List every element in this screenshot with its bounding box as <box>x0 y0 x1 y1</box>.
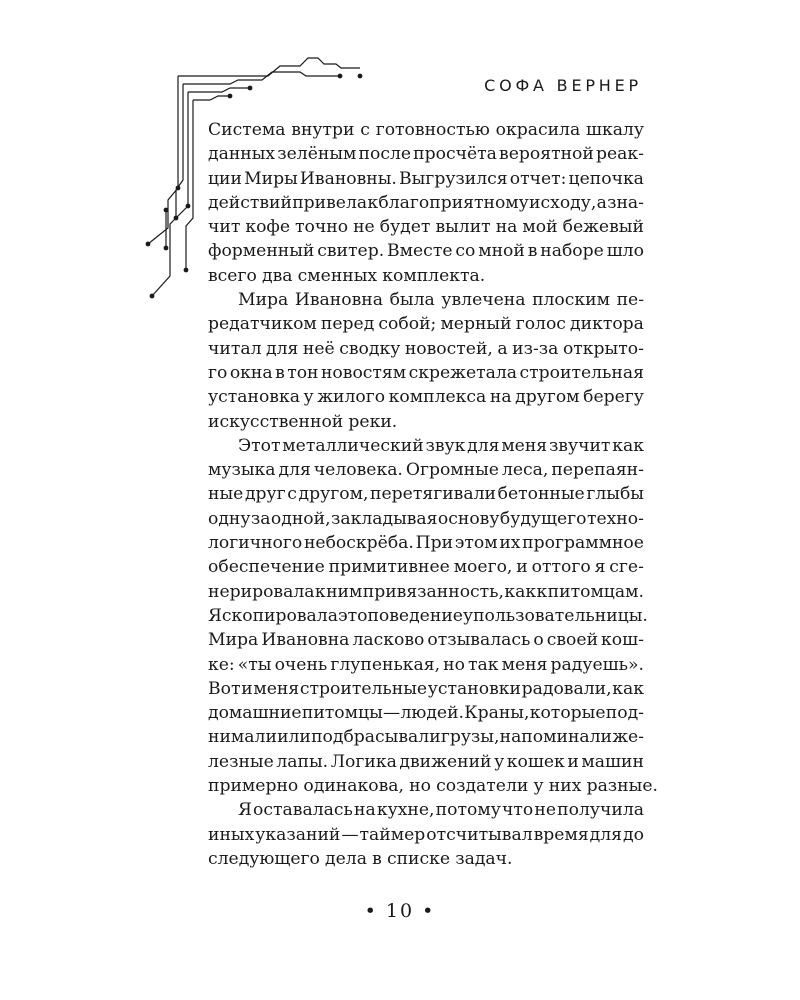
text-line: данных зелёным после просчёта вероятной реак- <box>208 144 644 165</box>
text-line: установка у жилого комплекса на другом берегу <box>208 387 644 408</box>
text-line: одну за одной, закладывая основу будущего техно- <box>208 508 644 529</box>
text-line: Мира Ивановна была увлечена плоским пе- <box>238 290 644 311</box>
text-line: обеспечение примитивнее моего, и оттого я сге- <box>208 557 644 578</box>
text-line: лезные лапы. Логика движений у кошек и машин <box>208 751 644 772</box>
text-line: ции Миры Ивановны. Выгрузился отчет: цепочка <box>208 168 644 189</box>
text-line: чит кофе точно не будет вылит на мой бежевый <box>208 217 644 238</box>
text-line: примерно одинакова, но создатели у них разные. <box>208 776 658 797</box>
text-line: ке: «ты очень глупенькая, но так меня радуешь». <box>208 654 644 675</box>
text-line: нерировала к ним привязанность, как к питомцам. <box>208 581 644 602</box>
text-line: домашние питомцы — людей. Краны, которые под- <box>208 703 644 724</box>
text-line: следующего дела в списке задач. <box>208 848 513 869</box>
text-line: действий привела к благоприятному исходу, а зна- <box>208 192 644 213</box>
text-line: искусственной реки. <box>208 411 398 432</box>
text-line: Я оставалась на кухне, потому что не получила <box>238 800 644 821</box>
running-header-author: СОФА ВЕРНЕР <box>484 76 642 95</box>
text-line: ные друг с другом, перетягивали бетонные глыбы <box>208 484 644 505</box>
text-line: иных указаний — таймер отсчитывал время для до <box>208 824 644 845</box>
text-line: Мира Ивановна ласково отзывалась о своей кош- <box>208 630 644 651</box>
text-line: Вот и меня строительные установки радовали, как <box>208 678 644 699</box>
text-line: Система внутри с готовностью окрасила шкалу <box>208 120 644 140</box>
text-line: Я скопировала это поведение у пользовательницы. <box>208 605 648 626</box>
text-line: Этот металлический звук для меня звучит как <box>238 435 644 456</box>
text-line: нимали или подбрасывали грузы, напоминали же- <box>208 727 644 748</box>
text-line: форменный свитер. Вместе со мной в наборе шло <box>208 241 644 262</box>
text-line: логичного небоскрёба. При этом их программное <box>208 533 644 554</box>
text-line: музыка для человека. Огромные леса, перепаян- <box>208 460 644 481</box>
text-line: го окна в тон новостям скрежетала строительная <box>208 362 644 383</box>
text-line: редатчиком перед собой; мерный голос диктора <box>208 314 644 335</box>
page-number: • 10 • <box>364 900 436 922</box>
text-line: всего два сменных комплекта. <box>208 265 486 286</box>
text-line: читал для неё сводку новостей, а из-за открыто- <box>208 338 644 359</box>
body-text <box>208 118 658 871</box>
